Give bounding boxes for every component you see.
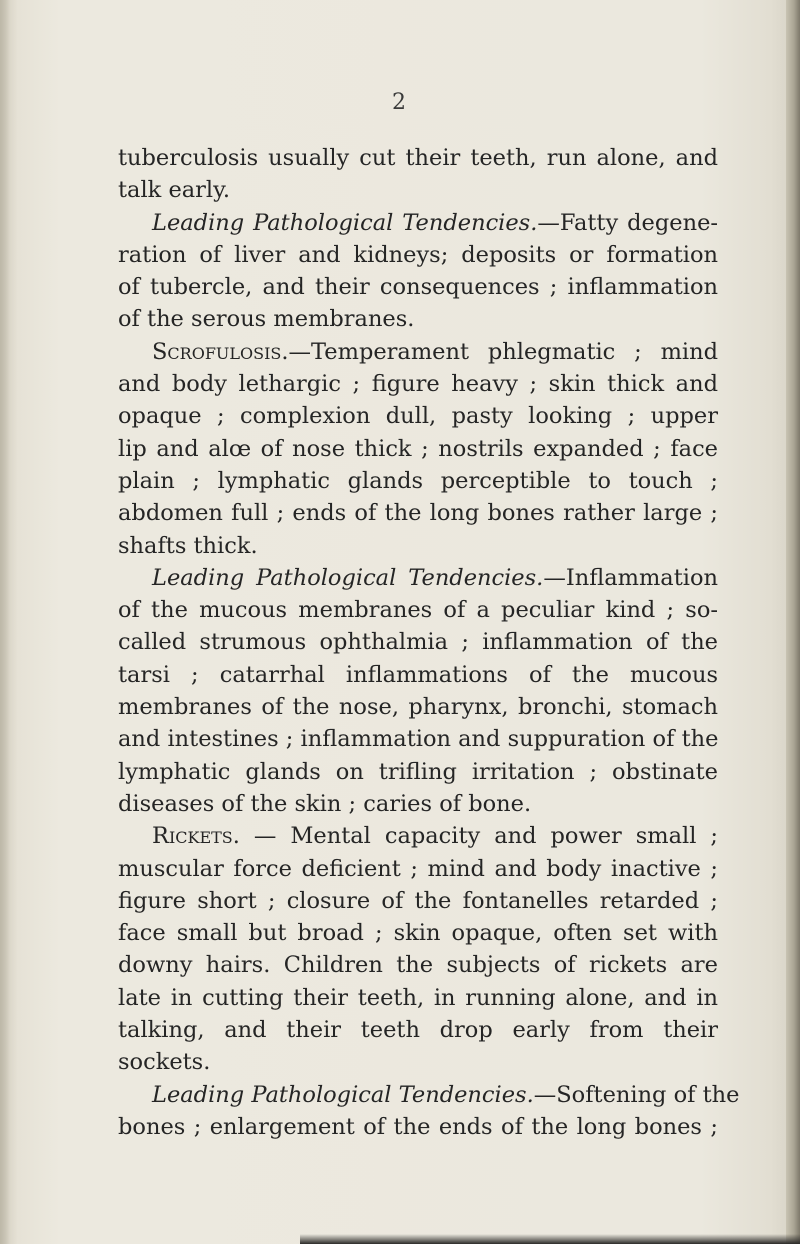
text-line bbox=[118, 788, 718, 820]
text-segment: —Fatty degene- bbox=[537, 209, 719, 236]
page-bottom-edge bbox=[300, 1234, 800, 1244]
text-segment: figure short ; closure of the fontanelles retarded ; bbox=[118, 887, 718, 914]
text-segment: sockets. bbox=[118, 1049, 211, 1076]
text-segment: bones ; enlargement of the ends of the long bones ; bbox=[118, 1113, 718, 1140]
text-segment: membranes of the nose, pharynx, bronchi, stomach bbox=[118, 694, 718, 721]
text-segment: talk early. bbox=[118, 177, 230, 204]
text-segment: —Temperament phlegmatic ; mind bbox=[288, 338, 718, 365]
text-line bbox=[118, 400, 718, 432]
text-line bbox=[118, 626, 718, 658]
section-heading: Leading Pathological Tendencies. bbox=[152, 564, 544, 591]
text-line bbox=[118, 465, 718, 497]
text-segment: talking, and their teeth drop early from their bbox=[118, 1017, 718, 1044]
page-gutter-shadow bbox=[0, 0, 10, 1244]
text-segment: called strumous ophthalmia ; inflammation of the bbox=[118, 629, 718, 656]
section-title: Scrofulosis. bbox=[152, 338, 289, 365]
text-segment: tuberculosis usually cut their teeth, run alone, and bbox=[118, 145, 718, 171]
text-line bbox=[118, 1079, 740, 1111]
text-line bbox=[118, 239, 718, 271]
text-line bbox=[118, 336, 718, 368]
section-title: Rickets. bbox=[152, 823, 240, 850]
text-segment: shafts thick. bbox=[118, 532, 258, 559]
text-line bbox=[118, 1046, 718, 1078]
text-segment: and body lethargic ; figure heavy ; skin thick and bbox=[118, 371, 718, 398]
text-line bbox=[118, 853, 718, 885]
text-segment: opaque ; complexion dull, pasty looking ; upper bbox=[118, 403, 718, 430]
text-segment: —Inflammation bbox=[543, 564, 718, 591]
page-number: 2 bbox=[392, 90, 406, 115]
text-segment: muscular force deficient ; mind and body inactive ; bbox=[118, 855, 718, 882]
text-segment: lip and alœ of nose thick ; nostrils expanded ; face bbox=[118, 435, 718, 462]
text-line bbox=[118, 691, 718, 723]
text-line bbox=[118, 1111, 718, 1143]
text-line bbox=[118, 756, 718, 788]
text-line bbox=[118, 885, 718, 917]
text-line bbox=[118, 594, 718, 626]
text-line bbox=[118, 433, 718, 465]
text-segment: —Softening of the bbox=[533, 1081, 740, 1108]
text-segment: tarsi ; catarrhal inflammations of the mucous bbox=[118, 661, 718, 688]
text-line bbox=[118, 207, 718, 239]
text-line bbox=[118, 949, 718, 981]
text-segment: of tubercle, and their consequences ; inflammation bbox=[118, 274, 718, 301]
text-line bbox=[118, 659, 718, 691]
text-line bbox=[118, 368, 718, 400]
text-segment: lymphatic glands on trifling irritation ; obstinate bbox=[118, 758, 718, 785]
text-segment: and intestines ; inflammation and suppuration of the bbox=[118, 726, 719, 753]
text-segment: — Mental capacity and power small ; bbox=[239, 823, 718, 850]
text-line bbox=[118, 142, 718, 174]
text-line bbox=[118, 1014, 718, 1046]
text-segment: face small but broad ; skin opaque, often set with bbox=[118, 920, 718, 947]
text-segment: plain ; lymphatic glands perceptible to touch ; bbox=[118, 467, 718, 494]
text-segment: of the mucous membranes of a peculiar kind ; so- bbox=[118, 597, 718, 624]
page-edge bbox=[786, 0, 800, 1244]
text-segment: abdomen full ; ends of the long bones rather large ; bbox=[118, 500, 718, 527]
section-heading: Leading Pathological Tendencies. bbox=[152, 209, 538, 236]
text-line bbox=[118, 530, 718, 562]
text-segment: of the serous membranes. bbox=[118, 306, 415, 333]
text-line bbox=[118, 917, 718, 949]
text-segment: late in cutting their teeth, in running alone, and in bbox=[118, 984, 718, 1011]
text-line bbox=[118, 271, 718, 303]
text-line bbox=[118, 303, 718, 335]
text-line bbox=[118, 723, 718, 755]
body-text bbox=[118, 142, 740, 1143]
text-line bbox=[118, 497, 718, 529]
text-segment: diseases of the skin ; caries of bone. bbox=[118, 790, 532, 817]
text-line bbox=[118, 562, 718, 594]
text-line bbox=[118, 174, 718, 206]
text-segment: ration of liver and kidneys; deposits or formation bbox=[118, 241, 718, 268]
section-heading: Leading Pathological Tendencies. bbox=[152, 1081, 534, 1108]
text-line bbox=[118, 820, 718, 852]
text-line bbox=[118, 982, 718, 1014]
text-segment: downy hairs. Children the subjects of rickets are bbox=[118, 952, 718, 979]
